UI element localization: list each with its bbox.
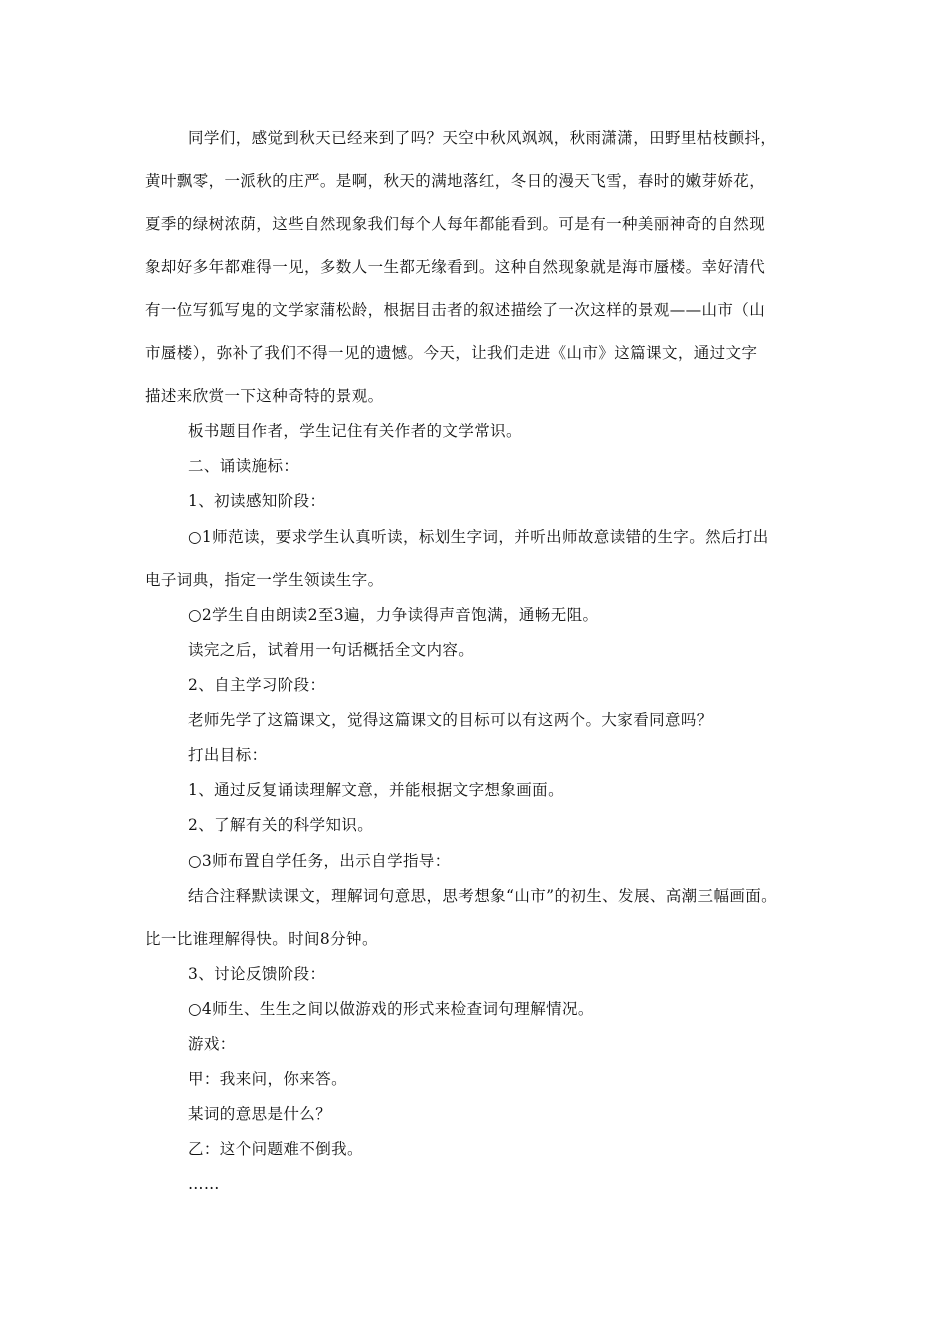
intro-line: 夏季的绿树浓荫，这些自然现象我们每个人每年都能看到。可是有一种美丽神奇的自然现 [145, 215, 766, 233]
stage-heading: 3、讨论反馈阶段： [188, 965, 326, 983]
teacher-remark: 老师先学了这篇课文，觉得这篇课文的目标可以有这两个。大家看同意吗？ [188, 711, 713, 729]
intro-line: 黄叶飘零，一派秋的庄严。是啊，秋天的满地落红，冬日的漫天飞雪，春时的嫩芽娇花， [145, 172, 766, 190]
stage-heading: 1、初读感知阶段： [188, 492, 326, 510]
board-note: 板书题目作者，学生记住有关作者的文学常识。 [188, 422, 522, 440]
step-paragraph: ○2学生自由朗读2至3遍，力争读得声音饱满，通畅无阻。 [188, 606, 599, 624]
goal-item: 1、通过反复诵读理解文意，并能根据文字想象画面。 [188, 781, 564, 799]
guide-paragraph: 结合注释默读课文，理解词句意思，思考想象“山市”的初生、发展、高潮三幅画面。 [188, 887, 778, 905]
intro-line: 市蜃楼），弥补了我们不得一见的遗憾。今天，让我们走进《山市》这篇课文，通过文字 [145, 344, 758, 362]
goal-item: 2、了解有关的科学知识。 [188, 816, 374, 834]
dialogue-line: 甲：我来问，你来答。 [188, 1070, 348, 1088]
intro-line: 象却好多年都难得一见，多数人一生都无缘看到。这种自然现象就是海市蜃楼。幸好清代 [145, 258, 766, 276]
intro-line: 有一位写狐写鬼的文学家蒲松龄，根据目击者的叙述描绘了一次这样的景观——山市（山 [145, 301, 766, 319]
task-text: 读完之后，试着用一句话概括全文内容。 [188, 641, 475, 659]
intro-line: 描述来欣赏一下这种奇特的景观。 [145, 387, 384, 405]
step-paragraph: ○1师范读，要求学生认真听读，标划生字词，并听出师故意读错的生字。然后打出 [188, 528, 769, 546]
intro-line: 同学们，感觉到秋天已经来到了吗？天空中秋风飒飒，秋雨潇潇，田野里枯枝颤抖， [188, 129, 777, 147]
stage-heading: 2、自主学习阶段： [188, 676, 326, 694]
step-paragraph: ○4师生、生生之间以做游戏的形式来检查词句理解情况。 [188, 1000, 594, 1018]
step-paragraph: ○3师布置自学任务，出示自学指导： [188, 852, 451, 870]
game-label: 游戏： [188, 1035, 236, 1053]
goals-label: 打出目标： [188, 746, 268, 764]
step-paragraph-continued: 电子词典，指定一学生领读生字。 [145, 571, 384, 589]
section-heading: 二、诵读施标： [188, 457, 300, 475]
guide-paragraph-continued: 比一比谁理解得快。时间8分钟。 [145, 930, 378, 948]
dialogue-line: 乙：这个问题难不倒我。 [188, 1140, 363, 1158]
ellipsis: …… [188, 1175, 220, 1193]
dialogue-line: 某词的意思是什么？ [188, 1105, 332, 1123]
